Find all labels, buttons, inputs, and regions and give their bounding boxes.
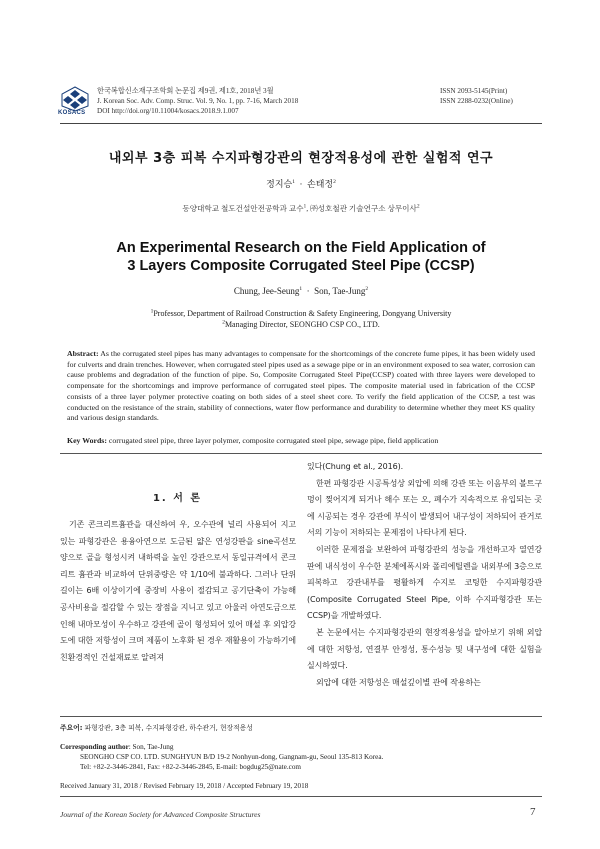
paragraph: 기존 콘크리트흄관을 대신하여 우, 오수관에 널리 사용되어 지고 있는 파형강관은 용융아연으로 도금된 얇은 연성강판을 sine곡선모양으로 골을 형성시켜 내하력을 높인 강관으로서 동일규격에서 콘크리트 흄관과 비교하여 단위중량은 약 1/10에 불과하다. 그러나 단위길이는 6배 이상이기에 중장비 사용이 절감되고 공기단축이 가능해 공사비용을 절감할 수 있는 장점을 지니고 있고 아울러 아연도금으로 인해 내마모성이 우수하고 강관에 골이 형성되어 있어 매설 후 외압강도에 대한 저항성이 크며 제품이 노후화 된 경우 재활용이 가능하기에 친환경적인 건설재료로 알려져 <box>60 520 296 662</box>
key-words-text: corrugated steel pipe, three layer polymer, composite corrugated steel pipe, sewage pipe, field application <box>108 436 439 445</box>
eng-affil-2-sup: 2 <box>222 319 225 326</box>
korean-affiliations <box>60 203 542 214</box>
english-affil-2: Managing Director, SEONGHO CSP CO., LTD. <box>224 320 380 329</box>
header-divider <box>60 123 542 124</box>
author-2-sup: 2 <box>333 179 336 185</box>
issn-block <box>440 86 513 106</box>
eng-author-separator: · <box>306 286 310 296</box>
issn-online: ISSN 2288-0232(Online) <box>440 97 513 105</box>
english-authors <box>60 286 542 296</box>
corresponding-name: : Son, Tae-Jung <box>128 743 174 751</box>
abstract <box>67 349 535 424</box>
key-words-label: Key Words: <box>67 436 107 445</box>
paragraph: 한편 파형강관 시공특성상 외압에 의해 강관 또는 이음부의 볼트구멍이 찢어지게 되거나 해수 또는 오, 폐수가 지속적으로 유입되는 곳에 시공되는 경우 강관에 부식이 발생되어 내구성이 저하되어 관거로서의 기능이 저하되는 문제점이 나타나게 된다. <box>307 478 542 538</box>
paragraph: 외압에 대한 저항성은 매설깊이별 관에 작용하는 <box>316 677 481 687</box>
footer-divider <box>60 796 542 797</box>
logo-text: KOSACS <box>58 110 86 116</box>
english-affiliations <box>60 308 542 330</box>
eng-affil-1-sup: 1 <box>150 308 154 315</box>
korean-affil-1: 동양대학교 철도건설안전공학과 교수 <box>182 204 304 213</box>
abstract-text: As the corrugated steel pipes has many advantages to compensate for the shortcomings of the concrete fume pipes, it has been widely used for culverts and drain trenches. However, when corrugated steel pipes used as a sewage pipe or in an environment exposed to sea water, corrosion can cause problems and degradation of the function of pipe. So, Composite Corrugated Steel Pipe(CCSP) coated with three layers were developed to compensate for the shortcomings and improve performance of corrugated steel pipes. The composite material used in fabrication of the CCSP consists of a three layer polymer protective coating on both sides of a steel sheet core. To verify the field application of the CCSP, a test was conducted on the resistance of the strain, stability of connections, water flow performance and durability to determine whether they meet KS quality and various design standards. <box>67 349 535 423</box>
key-words <box>67 436 535 447</box>
author-1-sup: 1 <box>292 179 295 185</box>
journal-citation <box>97 86 298 116</box>
paragraph: 본 논문에서는 수지파형강관의 현장적용성을 알아보기 위해 외압에 대한 저항성, 연결부 안정성, 통수성능 및 내구성에 대한 실험을 실시하였다. <box>307 627 542 671</box>
corresponding-author <box>60 743 542 772</box>
corresponding-address: SEONGHO CSP CO. LTD. SUNGHYUN B/D 19-2 Nonhyun-dong, Gangnam-gu, Seoul 135-813 Korea. <box>80 752 384 761</box>
korean-affil-2: , ㈜성호철관 기술연구소 상무이사 <box>306 204 417 213</box>
affil-2-sup: 2 <box>416 203 420 210</box>
abstract-label: Abstract: <box>67 349 99 358</box>
english-author-1: Chung, Jee-Seung <box>233 286 300 296</box>
paragraph: 있다(Chung et al., 2016). <box>307 462 404 471</box>
english-affil-1: Professor, Department of Railroad Construction & Safety Engineering, Dongyang University <box>153 309 452 318</box>
eng-author-1-sup: 1 <box>299 286 303 292</box>
korean-keywords-label: 주요어: <box>60 724 83 732</box>
journal-kor: 한국복합신소재구조학회 논문집 제9권, 제1호, 2018년 3월 <box>97 87 274 95</box>
korean-keywords <box>60 724 253 734</box>
corresponding-contact: Tel: +82-2-3446-2841, Fax: +82-2-3446-2845, E-mail: bogdug25@nate.com <box>80 762 302 771</box>
english-title-line-2: 3 Layers Composite Corrugated Steel Pipe (CCSP) <box>127 258 475 274</box>
author-separator: · <box>299 179 303 189</box>
korean-keywords-text: 파형강관, 3층 피복, 수지파형강관, 하수관거, 현장적용성 <box>84 724 253 732</box>
korean-authors <box>60 177 542 190</box>
page-number: 7 <box>530 806 536 818</box>
korean-author-2: 손태정 <box>307 179 334 189</box>
footnote-divider <box>60 716 542 717</box>
paragraph: 이러한 문제점을 보완하여 파형강관의 성능을 개선하고자 열연강판에 내식성이 우수한 분체에폭시와 폴리에틸렌을 내외부에 3층으로 피복하고 강관내부를 평활하게 수지로 코팅한 수지파형강관(Composite Corrugated Steel Pipe, 이하 수지파형강관 또는 CCSP)을 개발하였다. <box>307 544 542 621</box>
section-heading: 1. 서 론 <box>152 493 203 504</box>
english-title <box>60 239 542 275</box>
issn-print: ISSN 2093-5145(Print) <box>440 87 508 95</box>
doi-link[interactable]: DOI http://doi.org/10.11004/kosacs.2018.9.1.007 <box>97 107 239 115</box>
corresponding-label: Corresponding author <box>60 743 129 751</box>
korean-author-1: 정지승 <box>266 179 293 189</box>
body-column-right <box>307 459 542 691</box>
footer-journal-name: Journal of the Korean Society for Advanced Composite Structures <box>60 810 261 819</box>
kosacs-logo-icon <box>60 86 90 112</box>
affil-1-sup: 1 <box>303 203 307 210</box>
journal-eng: J. Korean Soc. Adv. Comp. Struc. Vol. 9, No. 1, pp. 7-16, March 2018 <box>97 97 299 105</box>
received-dates: Received January 31, 2018 / Revised February 19, 2018 / Accepted February 19, 2018 <box>60 782 309 790</box>
body-column-left <box>60 517 296 666</box>
eng-author-2-sup: 2 <box>365 286 369 292</box>
english-author-2: Son, Tae-Jung <box>314 286 366 296</box>
korean-title: 내외부 3층 피복 수지파형강관의 현장적용성에 관한 실험적 연구 <box>108 151 494 166</box>
english-title-line-1: An Experimental Research on the Field Application of <box>116 240 486 256</box>
abstract-divider <box>60 453 542 454</box>
